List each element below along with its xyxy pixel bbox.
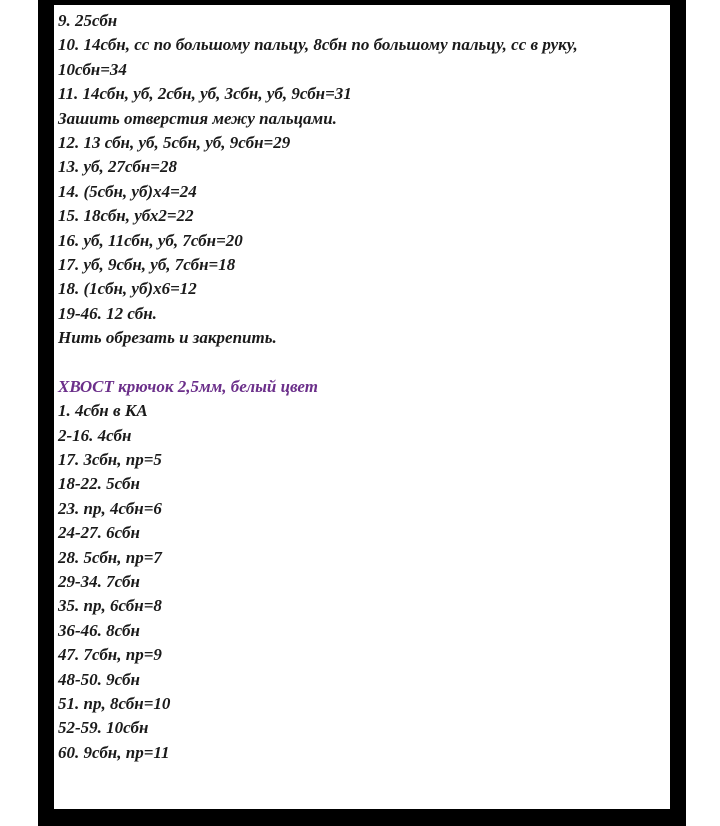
tail-row: 1. 4сбн в КА [58, 401, 148, 421]
tail-row: 60. 9сбн, пр=11 [58, 742, 170, 762]
tail-section-title: ХВОСТ крючок 2,5мм, белый цвет [58, 376, 318, 396]
row-14: 14. (5сбн, уб)х4=24 [58, 181, 197, 201]
row-12: 12. 13 сбн, уб, 5сбн, уб, 9сбн=29 [58, 133, 291, 153]
tail-row: 35. пр, 6сбн=8 [58, 596, 162, 616]
row-16: 16. уб, 11сбн, уб, 7сбн=20 [58, 230, 243, 250]
row-17: 17. уб, 9сбн, уб, 7сбн=18 [58, 255, 236, 275]
section-gap [58, 351, 618, 375]
row-13: 13. уб, 27сбн=28 [58, 157, 177, 177]
pattern-text [58, 9, 618, 765]
tail-row: 36-46. 8сбн [58, 620, 140, 640]
tail-row: 48-50. 9сбн [58, 669, 140, 689]
tail-row: 17. 3сбн, пр=5 [58, 449, 162, 469]
tail-row: 28. 5сбн, пр=7 [58, 547, 162, 567]
row-19-46: 19-46. 12 сбн. [58, 303, 157, 323]
row-9: 9. 25сбн [58, 11, 118, 30]
instruction-fasten-off: Нить обрезать и закрепить. [58, 328, 277, 348]
tail-row: 29-34. 7сбн [58, 571, 140, 591]
instruction-sew-fingers: Зашить отверстия межу пальцами. [58, 108, 337, 128]
tail-row: 51. пр, 8сбн=10 [58, 693, 171, 713]
row-15: 15. 18сбн, убх2=22 [58, 206, 194, 226]
tail-row: 24-27. 6сбн [58, 523, 140, 543]
tail-row: 23. пр, 4сбн=6 [58, 498, 162, 518]
row-11: 11. 14сбн, уб, 2сбн, уб, 3сбн, уб, 9сбн=31 [58, 84, 352, 104]
tail-row: 52-59. 10сбн [58, 718, 149, 738]
row-18: 18. (1сбн, уб)х6=12 [58, 279, 197, 299]
row-10: 10. 14сбн, сс по большому пальцу, 8сбн по большому пальцу, сс в руку, 10сбн=34 [58, 35, 578, 79]
tail-row: 18-22. 5сбн [58, 474, 140, 494]
tail-row: 2-16. 4сбн [58, 425, 132, 445]
tail-row: 47. 7сбн, пр=9 [58, 645, 162, 665]
